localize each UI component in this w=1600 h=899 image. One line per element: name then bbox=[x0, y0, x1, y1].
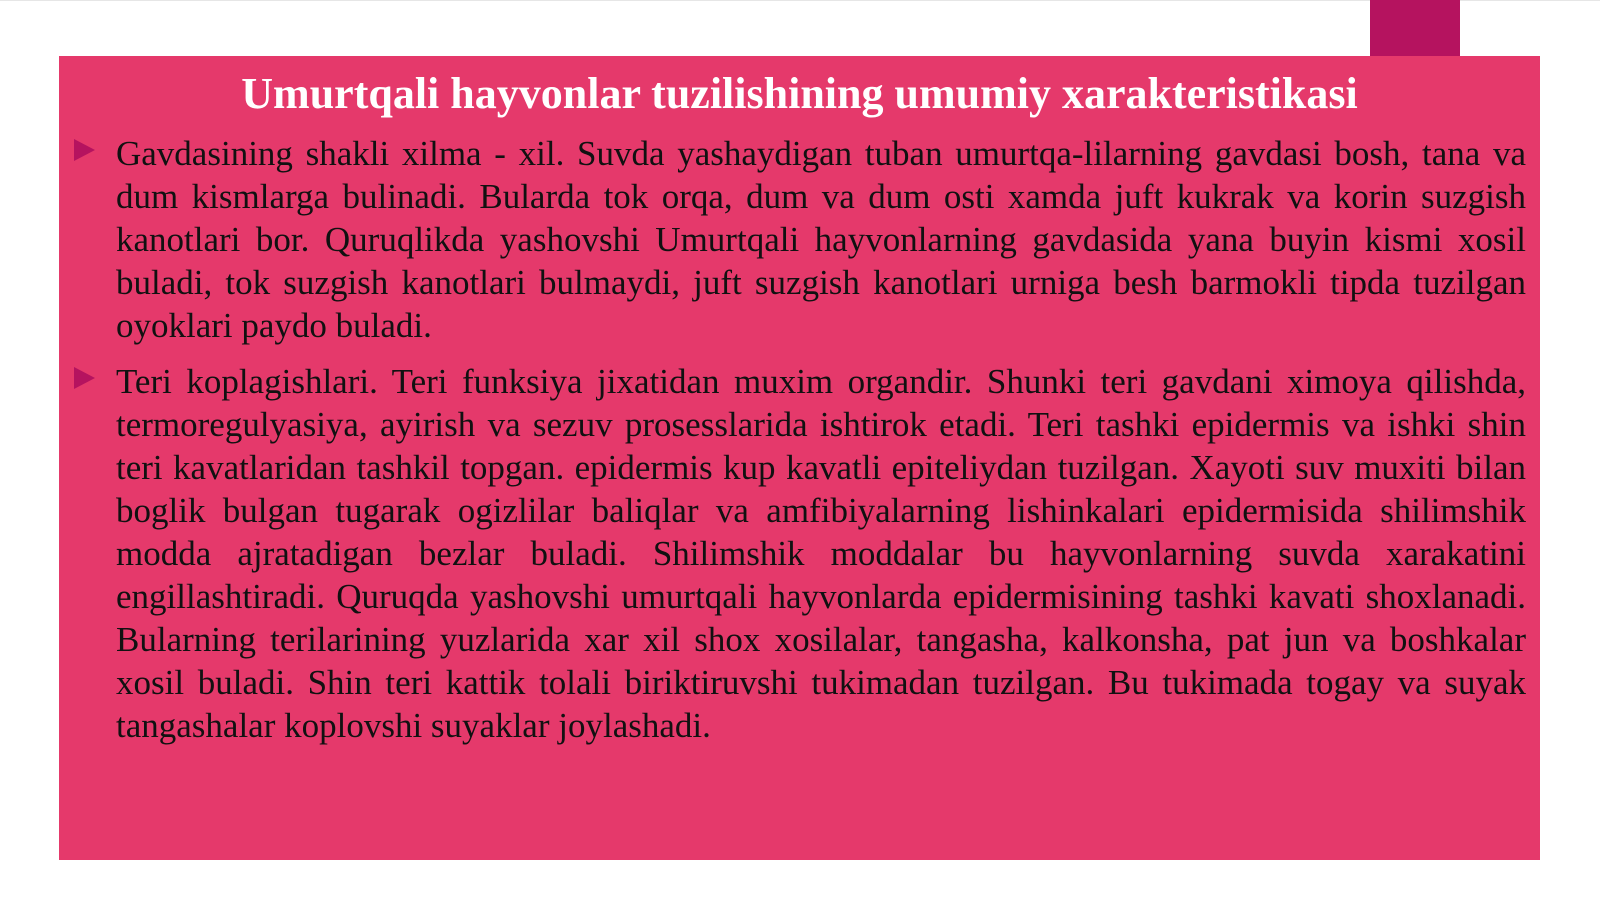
slide-title: Umurtqali hayvonlar tuzilishining umumiy xarakteristikasi bbox=[241, 69, 1358, 118]
slide-panel bbox=[59, 56, 1540, 860]
bullet-text: Teri koplagishlari. Teri funksiya jixatidan muxim organdir. Shunki teri gavdani ximoya qilishda, termoregulyasiya, ayirish va sezuv prosesslarida ishtirok etadi. Teri tashki epidermis va ishki shin teri kavatlaridan tashkil topgan. epidermis kup kavatli epiteliydan tuzilgan. Xayoti suv muxiti bilan boglik bulgan tugarak ogizlilar baliqlar va amfibiyalarning lishinkalari epidermisida shilimshik modda ajratadigan bezlar buladi. Shilimshik moddalar bu hayvonlarning suvda xarakatini engillashtiradi. Quruqda yashovshi umurtqali hayvonlarda epidermisining tashki kavati shoxlanadi. Bularning terilarining yuzlarida xar xil shox xosilalar, tangasha, kalkonsha, pat jun va boshkalar xosil buladi. Shin teri kattik tolali biriktiruvshi tukimadan tuzilgan. Bu tukimada togay va suyak tangashalar koplovshi suyaklar joylashadi. bbox=[116, 362, 1526, 745]
bullet-list bbox=[59, 132, 1540, 760]
top-divider bbox=[0, 0, 1600, 1]
accent-tab bbox=[1370, 0, 1460, 56]
triangle-bullet-icon bbox=[74, 367, 95, 389]
bullet-text: Gavdasining shakli xilma - xil. Suvda yashaydigan tuban umurtqa-lilarning gavdasi bosh, tana va dum kismlarga bulinadi. Bularda tok orqa, dum va dum osti xamda juft kukrak va korin suzgish kanotlari bor. Quruqlikda yashovshi Umurtqali hayvonlarning gavdasida yana buyin kismi xosil buladi, tok suzgish kanotlari bulmaydi, juft suzgish kanotlari urniga besh barmokli tipda tuzilgan oyoklari paydo buladi. bbox=[116, 134, 1526, 345]
triangle-bullet-icon bbox=[74, 139, 95, 161]
bullet-item bbox=[59, 360, 1540, 747]
bullet-item bbox=[59, 132, 1540, 347]
